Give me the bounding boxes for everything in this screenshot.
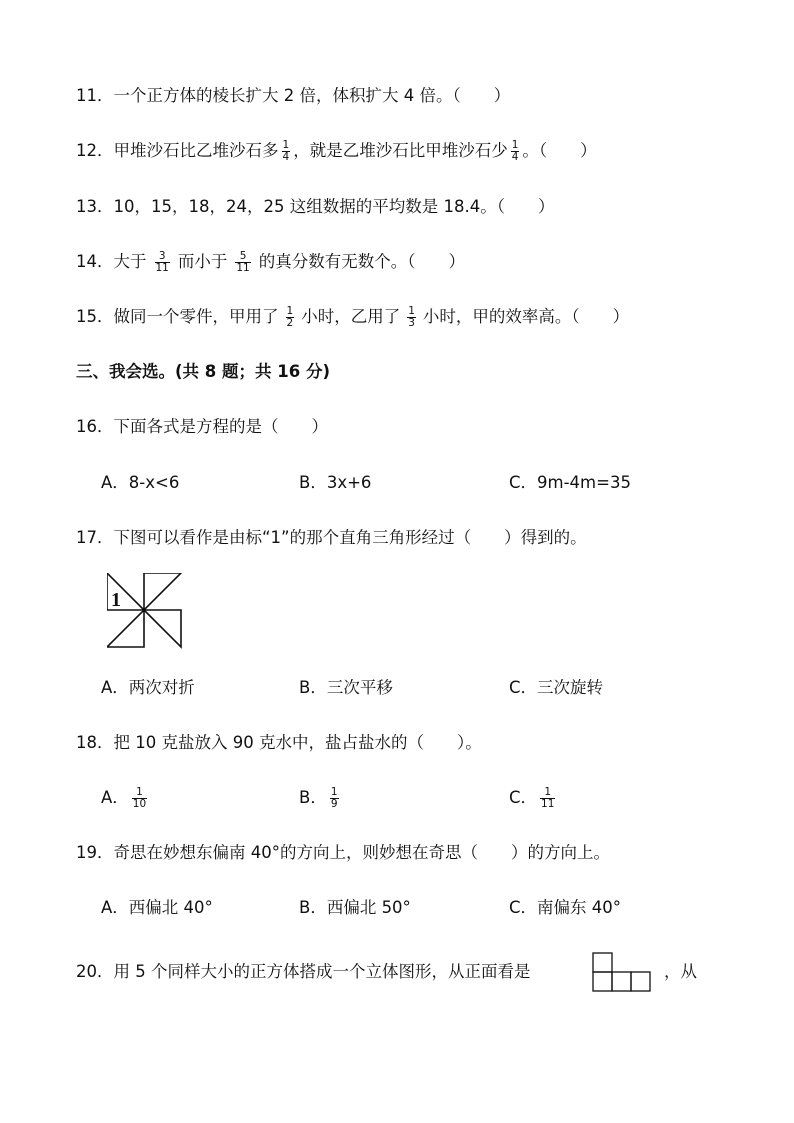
question-15-text-b: 小时，乙用了 — [301, 307, 401, 326]
front-view-square — [593, 972, 612, 991]
question-15-text-c: 小时，甲的效率高。（ ） — [422, 307, 630, 326]
question-18-option-c[interactable]: C． $\frac{1}{11}$ — [509, 786, 555, 810]
fraction-one-third: $\frac{1}{3}$ — [408, 305, 415, 329]
question-18-option-a[interactable]: A． $\frac{1}{10}$ — [101, 786, 147, 810]
triangle-2 — [144, 573, 181, 610]
triangle-4 — [107, 610, 144, 647]
question-16-text: 16．下面各式是方程的是（ ） — [76, 417, 328, 436]
question-15 — [76, 305, 629, 329]
section-3-title: 三、我会选。(共 8 题；共 16 分) — [76, 362, 331, 381]
question-19 — [76, 841, 610, 865]
question-14-text-b: 而小于 — [177, 252, 228, 271]
fraction-one-ninth: $\frac{1}{9}$ — [330, 786, 338, 810]
question-13 — [76, 195, 554, 219]
question-19-option-a[interactable]: A．西偏北 40° — [101, 898, 213, 917]
question-12-text-a: 12．甲堆沙石比乙堆沙石多 — [76, 141, 279, 160]
question-19-option-c[interactable]: C．南偏东 40° — [509, 898, 622, 917]
front-view-figure — [592, 952, 654, 992]
front-view-square — [612, 972, 631, 991]
question-19-text: 19．奇思在妙想东偏南 40°的方向上，则妙想在奇思（ ）的方向上。 — [76, 843, 610, 862]
question-13-text: 13．10，15，18，24，25 这组数据的平均数是 18.4。（ ） — [76, 197, 555, 216]
question-12-text-b: ，就是乙堆沙石比甲堆沙石少 — [293, 141, 508, 160]
question-14 — [76, 250, 465, 274]
question-15-text-a: 15．做同一个零件，甲用了 — [76, 307, 279, 326]
question-18 — [76, 731, 482, 755]
question-18-text: 18．把 10 克盐放入 90 克水中，盐占盐水的（ ）。 — [76, 733, 482, 752]
question-12 — [76, 139, 597, 163]
question-20 — [76, 960, 530, 984]
question-12-text-c: 。（ ） — [522, 141, 597, 160]
fraction-one-quarter: $\frac{1}{4}$ — [511, 139, 519, 163]
question-11-text: 11．一个正方体的棱长扩大 2 倍，体积扩大 4 倍。（ ） — [76, 86, 511, 105]
question-18-option-b[interactable]: B． $\frac{1}{9}$ — [299, 786, 338, 810]
question-20-text-b: ，从 — [664, 962, 697, 981]
fraction-three-elevenths: $\frac{3}{11}$ — [155, 250, 169, 274]
question-14-text-c: 的真分数有无数个。（ ） — [258, 252, 465, 271]
triangle-1-label: 1 — [111, 589, 121, 611]
question-19-option-b[interactable]: B．西偏北 50° — [299, 898, 411, 917]
question-17-text: 17．下图可以看作是由标“1”的那个直角三角形经过（ ）得到的。 — [76, 528, 587, 547]
question-16 — [76, 415, 328, 439]
question-17-option-b[interactable]: B．三次平移 — [299, 678, 393, 697]
question-16-option-b[interactable]: B．3x+6 — [299, 473, 372, 492]
question-17 — [76, 526, 587, 550]
question-17-option-c[interactable]: C．三次旋转 — [509, 678, 604, 697]
question-14-text-a: 14．大于 — [76, 252, 147, 271]
question-17-option-a[interactable]: A．两次对折 — [101, 678, 195, 697]
question-16-option-c[interactable]: C．9m-4m=35 — [509, 473, 631, 492]
fraction-one-quarter: $\frac{1}{4}$ — [282, 139, 290, 163]
front-view-square — [593, 953, 612, 972]
pinwheel-figure — [107, 573, 187, 653]
fraction-one-tenth: $\frac{1}{10}$ — [132, 786, 147, 810]
question-16-option-a[interactable]: A．8-x<6 — [101, 473, 180, 492]
question-11 — [76, 84, 510, 108]
question-20-continuation — [664, 960, 697, 984]
front-view-square — [631, 972, 650, 991]
question-20-text-a: 20．用 5 个同样大小的正方体搭成一个立体图形，从正面看是 — [76, 962, 531, 981]
fraction-one-half: $\frac{1}{2}$ — [286, 305, 294, 329]
fraction-one-eleventh: $\frac{1}{11}$ — [541, 786, 555, 810]
section-heading — [76, 360, 330, 384]
triangle-3 — [144, 610, 181, 647]
fraction-five-elevenths: $\frac{5}{11}$ — [236, 250, 250, 274]
